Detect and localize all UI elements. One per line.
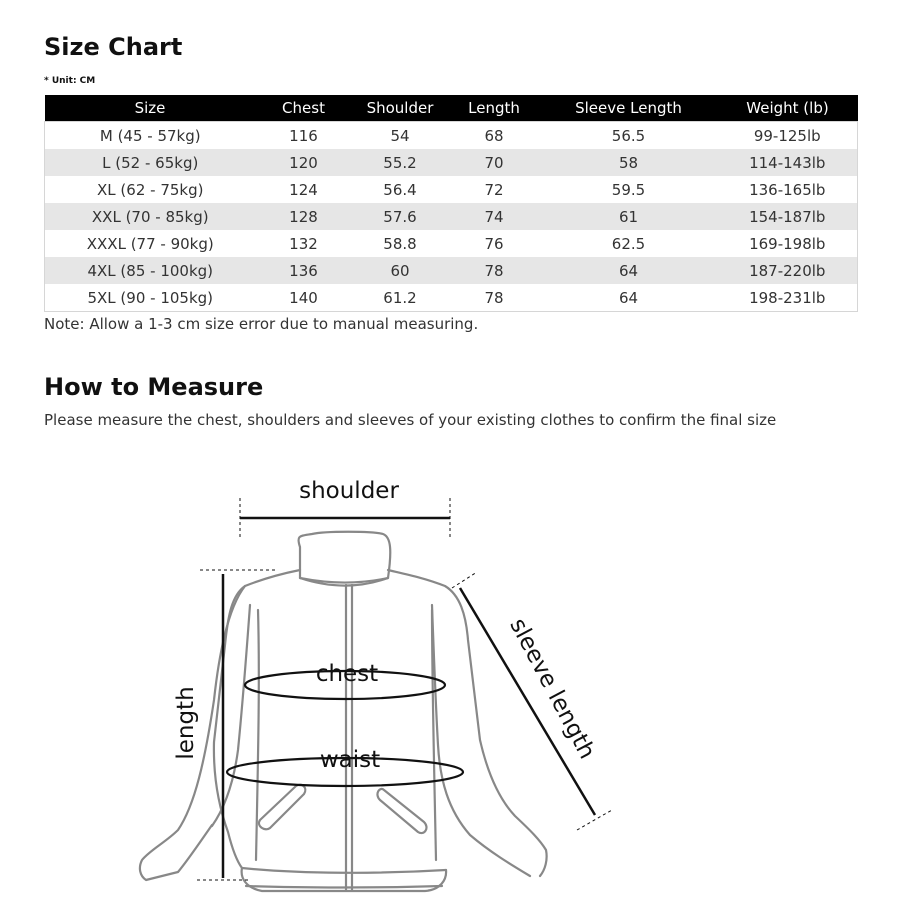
cell-sleeve-length: 58 xyxy=(540,149,718,176)
shoulder-label: shoulder xyxy=(299,478,399,504)
column-header-sleeve-length: Sleeve Length xyxy=(540,95,718,122)
size-chart-title: Size Chart xyxy=(44,33,183,61)
column-header-size: Size xyxy=(45,95,256,122)
cell-shoulder: 56.4 xyxy=(352,176,449,203)
cell-length: 74 xyxy=(449,203,540,230)
cell-chest: 132 xyxy=(256,230,352,257)
cell-length: 78 xyxy=(449,284,540,312)
cell-size: 5XL (90 - 105kg) xyxy=(45,284,256,312)
cell-size: XXXL (77 - 90kg) xyxy=(45,230,256,257)
table-row xyxy=(45,203,858,230)
cell-sleeve-length: 64 xyxy=(540,284,718,312)
cell-size: XXL (70 - 85kg) xyxy=(45,203,256,230)
cell-weight: 114-143lb xyxy=(718,149,858,176)
cell-size: XL (62 - 75kg) xyxy=(45,176,256,203)
cell-size: L (52 - 65kg) xyxy=(45,149,256,176)
sleeve-guide-top xyxy=(452,572,477,588)
cell-shoulder: 57.6 xyxy=(352,203,449,230)
waist-label: waist xyxy=(319,747,381,773)
cell-length: 70 xyxy=(449,149,540,176)
column-header-length: Length xyxy=(449,95,540,122)
size-table xyxy=(44,95,858,312)
jacket-outline xyxy=(140,532,547,891)
cell-weight: 136-165lb xyxy=(718,176,858,203)
cell-shoulder: 61.2 xyxy=(352,284,449,312)
cell-chest: 136 xyxy=(256,257,352,284)
cell-length: 76 xyxy=(449,230,540,257)
table-row xyxy=(45,257,858,284)
how-to-measure-title: How to Measure xyxy=(44,373,264,401)
cell-shoulder: 60 xyxy=(352,257,449,284)
cell-sleeve-length: 64 xyxy=(540,257,718,284)
table-row xyxy=(45,122,858,150)
cell-weight: 198-231lb xyxy=(718,284,858,312)
how-to-measure-subtitle: Please measure the chest, shoulders and sleeves of your existing clothes to confirm the final size xyxy=(44,411,777,429)
table-row xyxy=(45,176,858,203)
cell-length: 68 xyxy=(449,122,540,150)
sleeve-length-label: sleeve length xyxy=(504,614,601,764)
cell-sleeve-length: 59.5 xyxy=(540,176,718,203)
cell-weight: 169-198lb xyxy=(718,230,858,257)
cell-weight: 187-220lb xyxy=(718,257,858,284)
cell-sleeve-length: 62.5 xyxy=(540,230,718,257)
cell-shoulder: 54 xyxy=(352,122,449,150)
chest-label: chest xyxy=(315,661,379,687)
table-row xyxy=(45,149,858,176)
unit-label: * Unit: CM xyxy=(44,76,96,86)
cell-length: 72 xyxy=(449,176,540,203)
column-header-chest: Chest xyxy=(256,95,352,122)
cell-sleeve-length: 56.5 xyxy=(540,122,718,150)
cell-weight: 99-125lb xyxy=(718,122,858,150)
cell-weight: 154-187lb xyxy=(718,203,858,230)
cell-chest: 120 xyxy=(256,149,352,176)
table-row xyxy=(45,230,858,257)
measurement-note: Note: Allow a 1-3 cm size error due to manual measuring. xyxy=(44,315,479,333)
table-header-row xyxy=(45,95,858,122)
cell-sleeve-length: 61 xyxy=(540,203,718,230)
cell-shoulder: 58.8 xyxy=(352,230,449,257)
cell-chest: 128 xyxy=(256,203,352,230)
length-label: length xyxy=(173,686,199,760)
table-row xyxy=(45,284,858,312)
cell-shoulder: 55.2 xyxy=(352,149,449,176)
cell-chest: 124 xyxy=(256,176,352,203)
cell-chest: 116 xyxy=(256,122,352,150)
column-header-weight: Weight (lb) xyxy=(718,95,858,122)
cell-chest: 140 xyxy=(256,284,352,312)
jacket-measure-diagram xyxy=(0,440,900,895)
cell-size: M (45 - 57kg) xyxy=(45,122,256,150)
cell-size: 4XL (85 - 100kg) xyxy=(45,257,256,284)
column-header-shoulder: Shoulder xyxy=(352,95,449,122)
cell-length: 78 xyxy=(449,257,540,284)
